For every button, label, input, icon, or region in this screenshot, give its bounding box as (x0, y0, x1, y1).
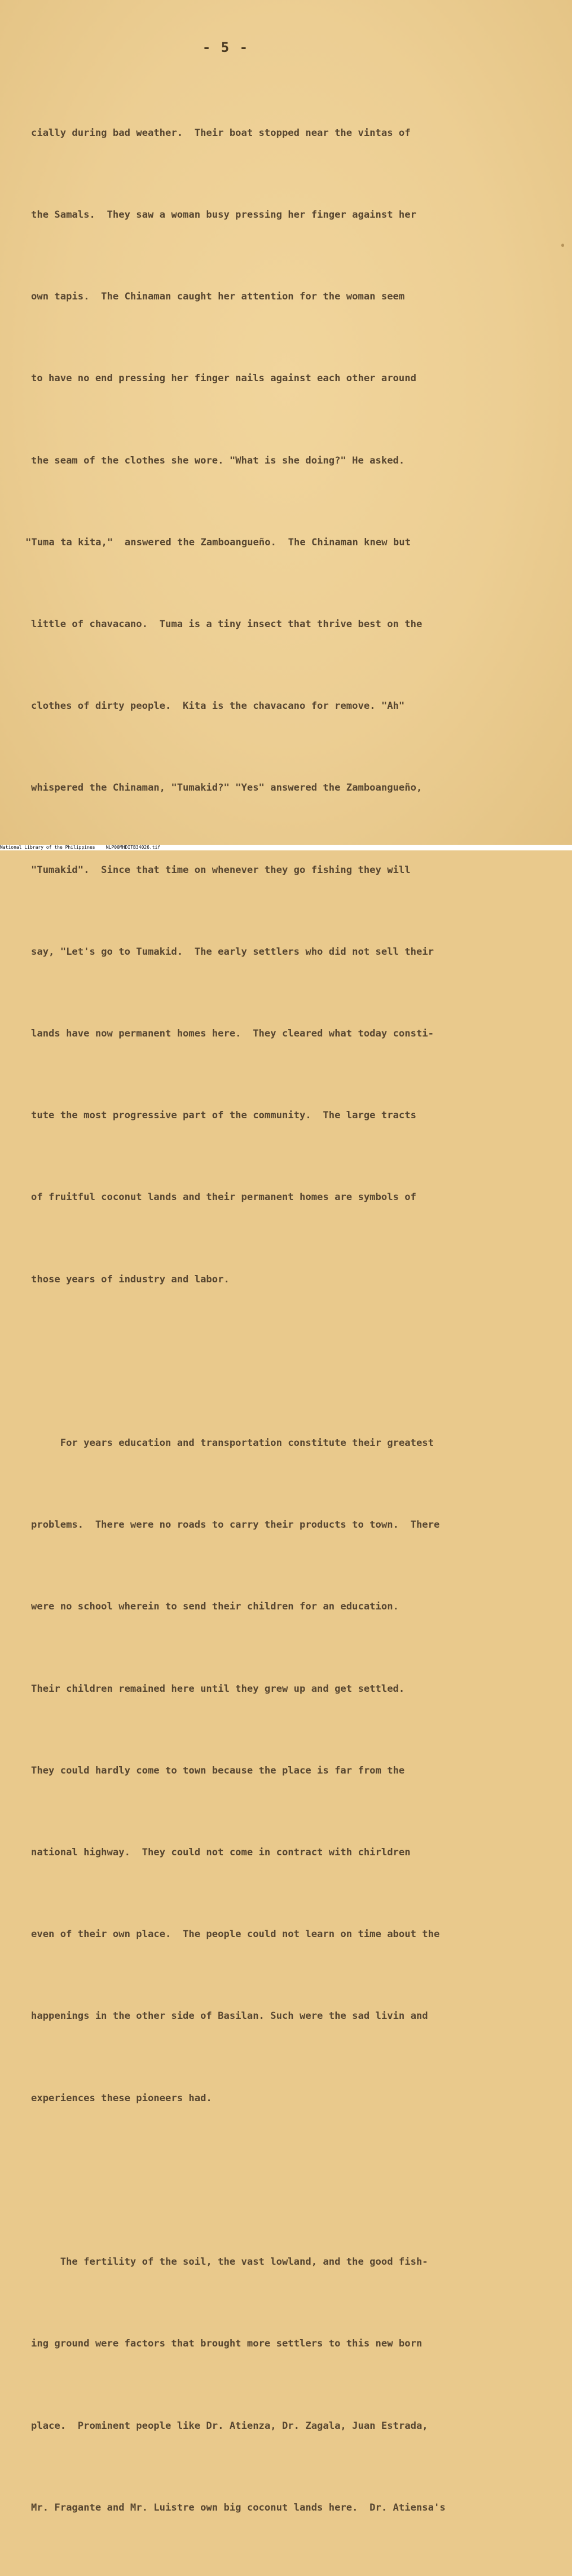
text-line: problems. There were no roads to carry their products to town. There (31, 1519, 440, 1531)
blank-line (31, 2167, 527, 2194)
text-line: even of their own place. The people could not learn on time about the (31, 1929, 440, 1940)
text-line: place. Prominent people like Dr. Atienza, Dr. Zagala, Juan Estrada, (31, 2420, 428, 2432)
text-line: cially during bad weather. Their boat stopped near the vintas of (31, 127, 411, 139)
text-line: own tapis. The Chinaman caught her attention for the woman seem (31, 291, 405, 303)
blank-line (31, 1348, 527, 1375)
text-line: clothes of dirty people. Kita is the chavacano for remove. "Ah" (31, 700, 405, 712)
text-line: tute the most progressive part of the community. The large tracts (31, 1110, 416, 1122)
text-line: little of chavacano. Tuma is a tiny insect that thrive best on the (31, 619, 423, 630)
text-line: Mr. Fragante and Mr. Luistre own big coconut lands here. Dr. Atiensa's (31, 2502, 446, 2513)
paper-stain (561, 244, 564, 247)
text-line: say, "Let's go to Tumakid. The early settlers who did not sell their (31, 946, 434, 958)
text-line: experiences these pioneers had. (31, 2092, 212, 2104)
text-line: ing ground were factors that brought more settlers to this new born (31, 2338, 423, 2350)
text-line: were no school wherein to send their children for an education. (31, 1601, 399, 1613)
scan-footer (0, 845, 572, 850)
text-line: lands have now permanent homes here. They cleared what today consti- (31, 1028, 434, 1040)
text-line: whispered the Chinaman, "Tumakid?" "Yes" answered the Zamboangueño, (31, 782, 423, 794)
text-line: national highway. They could not come in contract with chirldren (31, 1847, 411, 1859)
footer-filename: NLP00MHDITB34026.tif (105, 845, 161, 850)
text-line: "Tumakid". Since that time on whenever they go fishing they will (31, 864, 411, 876)
text-line: to have no end pressing her finger nails against each other around (31, 373, 416, 385)
footer-library: National Library of the Philippines (0, 845, 95, 850)
text-line: the Samals. They saw a woman busy pressing her finger against her (31, 209, 416, 221)
text-line: The fertility of the soil, the vast lowland, and the good fish- (31, 2256, 428, 2268)
text-line: For years education and transportation constitute their greatest (31, 1437, 434, 1449)
text-line: happenings in the other side of Basilan. Such were the sad livin and (31, 2010, 428, 2022)
page-number: - 5 - (202, 39, 249, 55)
text-line: of fruitful coconut lands and their permanent homes are symbols of (31, 1192, 416, 1203)
text-line: They could hardly come to town because the place is far from the (31, 1765, 405, 1776)
text-line: "Tuma ta kita," answered the Zamboangueño. The Chinaman knew but (25, 536, 411, 548)
text-line: the seam of the clothes she wore. "What is she doing?" He asked. (31, 455, 405, 466)
body-text (25, 65, 527, 2576)
text-line: Their children remained here until they grew up and get settled. (31, 1683, 405, 1695)
text-line: those years of industry and labor. (31, 1273, 230, 1285)
